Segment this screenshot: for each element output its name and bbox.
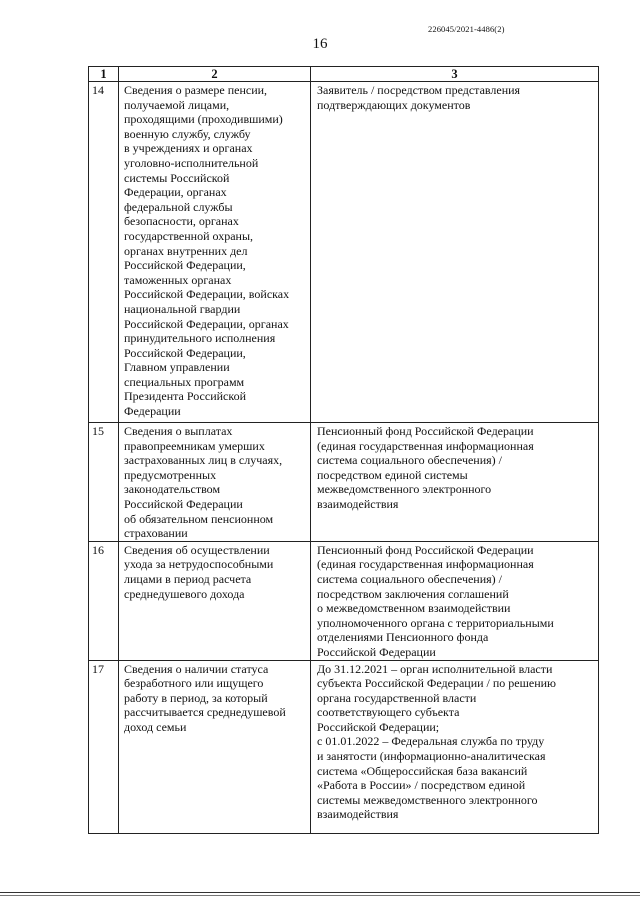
page-number: 16 [312,36,328,52]
row-info-description: Сведения о размере пенсии, получаемой лицами, проходящими (проходившими) военную службу, службу в учреждениях и органах уголовно-исполнительной системы Российской Федерации, органах федеральной службы безопасности, органах государственной охраны, органах внутренних дел Российской Федерации, таможенных органах Российской Федерации, войсках национальной гвардии Российской Федерации, органах принудительного исполнения Российской Федерации, Главном управлении специальных программ Президента Российской Федерации [119,82,311,423]
document-registration-number: 226045/2021-4486(2) [428,24,505,34]
table-row [89,423,599,542]
column-header: 1 [89,67,119,82]
row-info-source: До 31.12.2021 – орган исполнительной власти субъекта Российской Федерации / по решению органа государственной власти соответствующего субъекта Российской Федерации; с 01.01.2022 – Федеральная служба по труду и занятости (информационно-аналитическая система «Общероссийская база вакансий «Работа в России» / посредством единой системы межведомственного электронного взаимодействия [311,660,599,834]
row-info-source: Пенсионный фонд Российской Федерации (единая государственная информационная система социального обеспечения) / посредством единой системы межведомственного электронного взаимодействия [311,423,599,542]
row-info-description: Сведения о выплатах правопреемникам умерших застрахованных лиц в случаях, предусмотренных законодательством Российской Федерации об обязательном пенсионном страховании [119,423,311,542]
table-header-row [89,67,599,82]
row-number: 17 [89,660,119,834]
row-number: 15 [89,423,119,542]
scan-edge-line [0,895,640,896]
row-number: 14 [89,82,119,423]
scan-edge-line [0,892,640,893]
table-row [89,541,599,660]
table-row [89,82,599,423]
row-info-source: Заявитель / посредством представления подтверждающих документов [311,82,599,423]
table-row [89,660,599,834]
row-info-description: Сведения об осуществлении ухода за нетрудоспособными лицами в период расчета среднедушевого дохода [119,541,311,660]
row-info-source: Пенсионный фонд Российской Федерации (единая государственная информационная система социального обеспечения) / посредством заключения соглашений о межведомственном взаимодействии уполномоченного органа с территориальными отделениями Пенсионного фонда Российской Федерации [311,541,599,660]
row-number: 16 [89,541,119,660]
documents-table [88,66,599,834]
row-info-description: Сведения о наличии статуса безработного или ищущего работу в период, за который рассчитывается среднедушевой доход семьи [119,660,311,834]
column-header: 2 [119,67,311,82]
column-header: 3 [311,67,599,82]
